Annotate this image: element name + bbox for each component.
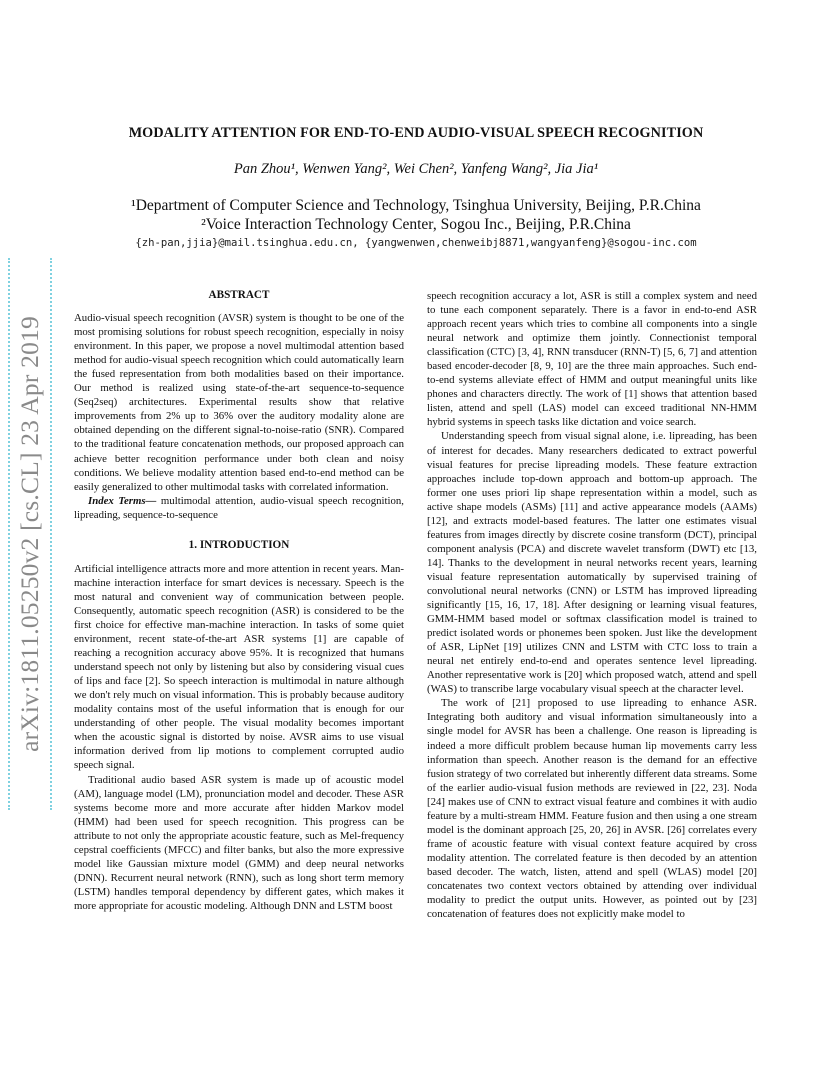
paper-title: MODALITY ATTENTION FOR END-TO-END AUDIO-VISUAL SPEECH RECOGNITION bbox=[128, 125, 704, 141]
right-paragraph-1: speech recognition accuracy a lot, ASR is still a complex system and need to tune each component separately. There is a favor in end-to-end ASR approach recent years which tries to combine all components into a single neural network and optimize them jointly. Connectionist temporal classification (CTC) [3, 4], RNN transducer (RNN-T) [5, 6, 7] and attention based encoder-decoder [8, 9, 10] are the three main approaches. Such end-to-end systems alleviate effect of HMM and output meaningful units like phones and characters directly. The work of [1] shows that attention based listen, attend and spell (LAS) model can exceed traditional NN-HMM hybrid systems in speech tasks like dictation and voice search. bbox=[427, 290, 757, 429]
index-terms-label: Index Terms— bbox=[88, 494, 157, 507]
affiliation-1: ¹Department of Computer Science and Technology, Tsinghua University, Beijing, P.R.China bbox=[131, 197, 701, 214]
right-paragraph-2: Understanding speech from visual signal alone, i.e. lipreading, has been of interest for decades. Many researchers dedicated to extract powerful visual features for precise lipreading models. These feature extraction approaches include top-down approach and bottom-up approach. The former one uses priori lip shape representation within a model, such as active shape models (ASMs) [11] and active appearance models (AAMs) [12], and extracts model-based features. The latter one estimates visual features from images directly by discrete cosine transform (DCT), principal component analysis (PCA) and discrete wavelet transform (DWT) etc [13, 14]. Thanks to the development in neural networks recent years, learning visual feature representation automatically by supervised training of convolutional neural networks (CNN) or LSTM has improved lipreading significantly [15, 16, 17, 18]. After designing or learning visual features, GMM-HMM based model or softmax classification model is trained to predict isolated words or phonemes been spoken. Just like the development of ASR, LipNet [19] utilizes CNN and LSTM with CTC loss to train a neural net entirely end-to-end and operates sentence level lipreading. Another representative work is [20] which proposed watch, attend and spell (WAS) to transcribe large vocabulary visual speech at the character level. bbox=[427, 430, 757, 696]
abstract-text: Audio-visual speech recognition (AVSR) system is thought to be one of the most promising solutions for robust speech recognition, especially in noisy environment. In this paper, we propose a novel multimodal attention based method for audio-visual speech recognition which could automatically learn the fused representation from both modalities based on their importance. Our method is realized using state-of-the-art sequence-to-sequence (Seq2seq) architectures. Experimental results show that relative improvements from 2% up to 36% over the auditory modality alone are obtained depending on the different signal-to-noise-ratio (SNR). Compared to the traditional feature concatenation methods, our proposed approach can achieve better recognition performance under both clean and noisy conditions. We believe modality attention based end-to-end method can be easily generalized to other multimodal tasks with correlated information. bbox=[74, 312, 404, 493]
index-terms-text: multimodal attention, audio-visual speech recognition, lipreading, sequence-to-sequence bbox=[74, 494, 404, 521]
author-emails: {zh-pan,jjia}@mail.tsinghua.edu.cn, {yangwenwen,chenweibj8871,wangyanfeng}@sogou-inc.com bbox=[135, 237, 697, 249]
abstract-heading: ABSTRACT bbox=[208, 289, 270, 301]
arxiv-stamp: arXiv:1811.05250v2 [cs.CL] 23 Apr 2019 bbox=[15, 316, 44, 752]
intro-paragraph-2: Traditional audio based ASR system is made up of acoustic model (AM), language model (LM), pronunciation model and decoder. These ASR systems become more and more accurate after hidden Markov model (HMM) had been used for speech recognition. This progress can be attribute to not only the appropriate acoustic feature, such as Mel-frequency cepstral coefficients (MFCC) and filter banks, but also the more expressive model like Gaussian mixture model (GMM) and deep neural networks (DNN). Recurrent neural network (RNN), such as long short term memory (LSTM) handles temporal dependency by different gates, which makes it more appropriate for acoustic modeling. Although DNN and LSTM boost bbox=[74, 773, 404, 912]
right-paragraph-3: The work of [21] proposed to use lipreading to enhance ASR. Integrating both auditory and visual information simultaneously into a single model for AVSR has been a challenge. One reason is lipreading is indeed a more difficult problem because human lip movements carry less information than speech. Another reason is the demand for an effective fusion strategy of two correlated but inherently different data streams. Some of the earlier audio-visual fusion methods are reviewed in [22, 23]. Noda [24] makes use of CNN to extract visual feature and combines it with audio feature by a multi-stream HMM. Feature fusion and then using a one stream model is the dominant approach [25, 20, 26] in AVSR. [26] correlates every frame of acoustic feature with visual context feature acquired by cross modality attention. The correlated feature is then decoded by an attention based decoder. The watch, listen, attend and spell (WLAS) model [20] concatenates two context vectors obtained by attending over individual modality to predict the output units. However, as pointed out by [23] concatenation of features does not explicitly make model to bbox=[427, 697, 757, 921]
intro-heading: 1. INTRODUCTION bbox=[188, 538, 290, 551]
intro-paragraph-1: Artificial intelligence attracts more and more attention in recent years. Man-machine interaction interface for smart devices is necessary. Speech is the most natural and convenient way of communication between people. Consequently, automatic speech recognition (ASR) is considered to be the first choice for effective man-machine interaction. In tasks of some quiet environment, recent state-of-the-art ASR systems [1] are capable of reaching a recognition accuracy above 95%. It is recognized that humans understand speech not only by listening but also by considering visual cues of lips and face [2]. So speech interaction is multimodal in nature although we don't rely much on visual information. This is probably because auditory modality contains most of the useful information that is enough for our understanding of other people. The visual modality becomes important when the acoustic signal is distorted by noise. AVSR aims to use visual information derived from lip motions to complement corrupted audio speech signal. bbox=[74, 562, 404, 772]
affiliation-2: ²Voice Interaction Technology Center, Sogou Inc., Beijing, P.R.China bbox=[201, 216, 631, 233]
left-column bbox=[74, 288, 404, 913]
author-list: Pan Zhou¹, Wenwen Yang², Wei Chen², Yanfeng Wang², Jia Jia¹ bbox=[233, 161, 599, 177]
arxiv-stamp-sidebar bbox=[8, 258, 52, 810]
index-terms bbox=[74, 494, 404, 522]
right-column bbox=[427, 289, 757, 921]
